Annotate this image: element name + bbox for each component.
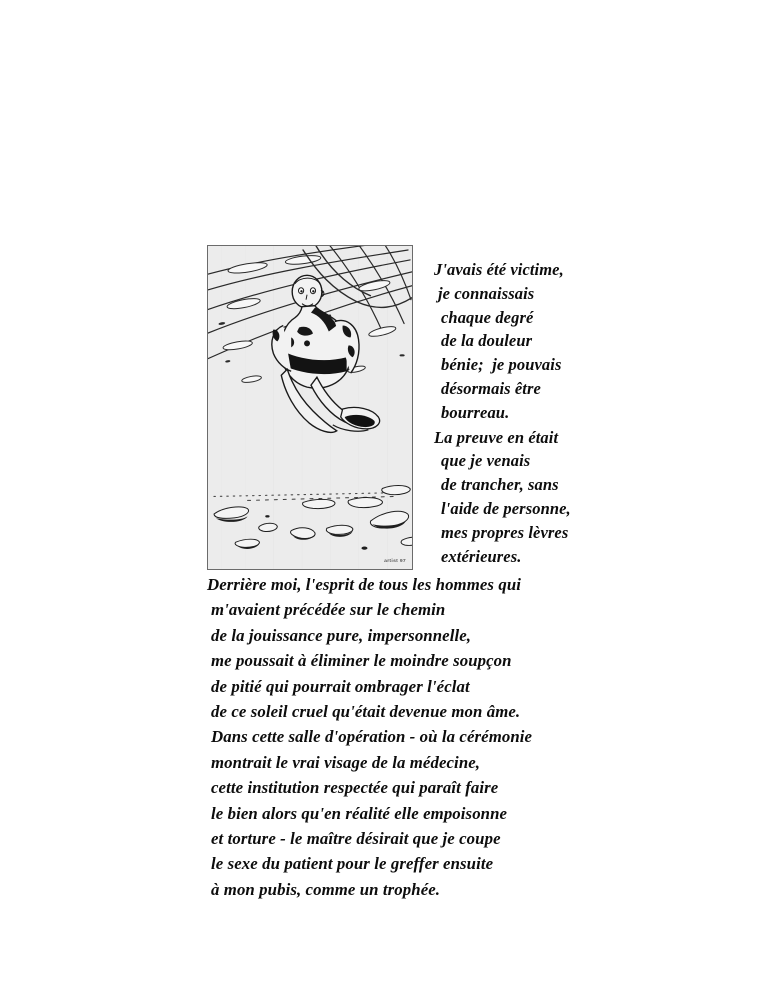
bottom-verse	[207, 572, 627, 902]
verse-line: cette institution respectée qui paraît faire	[211, 778, 499, 798]
verse-line: de la jouissance pure, impersonnelle,	[211, 625, 472, 645]
verse-line: le bien alors qu'en réalité elle empoisonne	[211, 803, 508, 823]
verse-line: je connaissais	[438, 283, 535, 303]
verse-line: bourreau.	[441, 402, 510, 422]
verse-line: de trancher, sans	[441, 475, 559, 495]
verse-line: extérieures.	[441, 546, 522, 566]
verse-line: et torture - le maître désirait que je coupe	[211, 829, 501, 849]
verse-line: Derrière moi, l'esprit de tous les hommes qui	[207, 575, 522, 594]
illustration-artwork	[208, 246, 412, 569]
verse-line: de pitié qui pourrait ombrager l'éclat	[211, 676, 470, 696]
verse-line: m'avaient précédée sur le chemin	[211, 600, 446, 620]
verse-line: bénie; je pouvais	[441, 355, 562, 375]
verse-line: désormais être	[441, 378, 541, 398]
verse-line: mes propres lèvres	[441, 522, 569, 542]
verse-line: La preuve en était	[434, 427, 559, 447]
verse-line: J'avais été victime,	[434, 260, 564, 279]
verse-line: que je venais	[441, 451, 531, 471]
verse-line: montrait le vrai visage de la médecine,	[211, 752, 481, 772]
verse-line: Dans cette salle d'opération - où la cérémonie	[211, 727, 533, 747]
verse-line: de la douleur	[441, 331, 533, 351]
verse-line: l'aide de personne,	[441, 498, 571, 518]
verse-line: le sexe du patient pour le greffer ensuite	[211, 854, 494, 874]
verse-line: de ce soleil cruel qu'était devenue mon âme.	[211, 702, 521, 722]
verse-line: me poussait à éliminer le moindre soupçon	[211, 651, 512, 671]
right-column-verse	[434, 258, 614, 568]
artist-signature: artist 97	[384, 558, 406, 564]
verse-line: chaque degré	[441, 307, 534, 327]
comic-panel-illustration	[207, 245, 413, 570]
verse-line: à mon pubis, comme un trophée.	[211, 879, 441, 899]
